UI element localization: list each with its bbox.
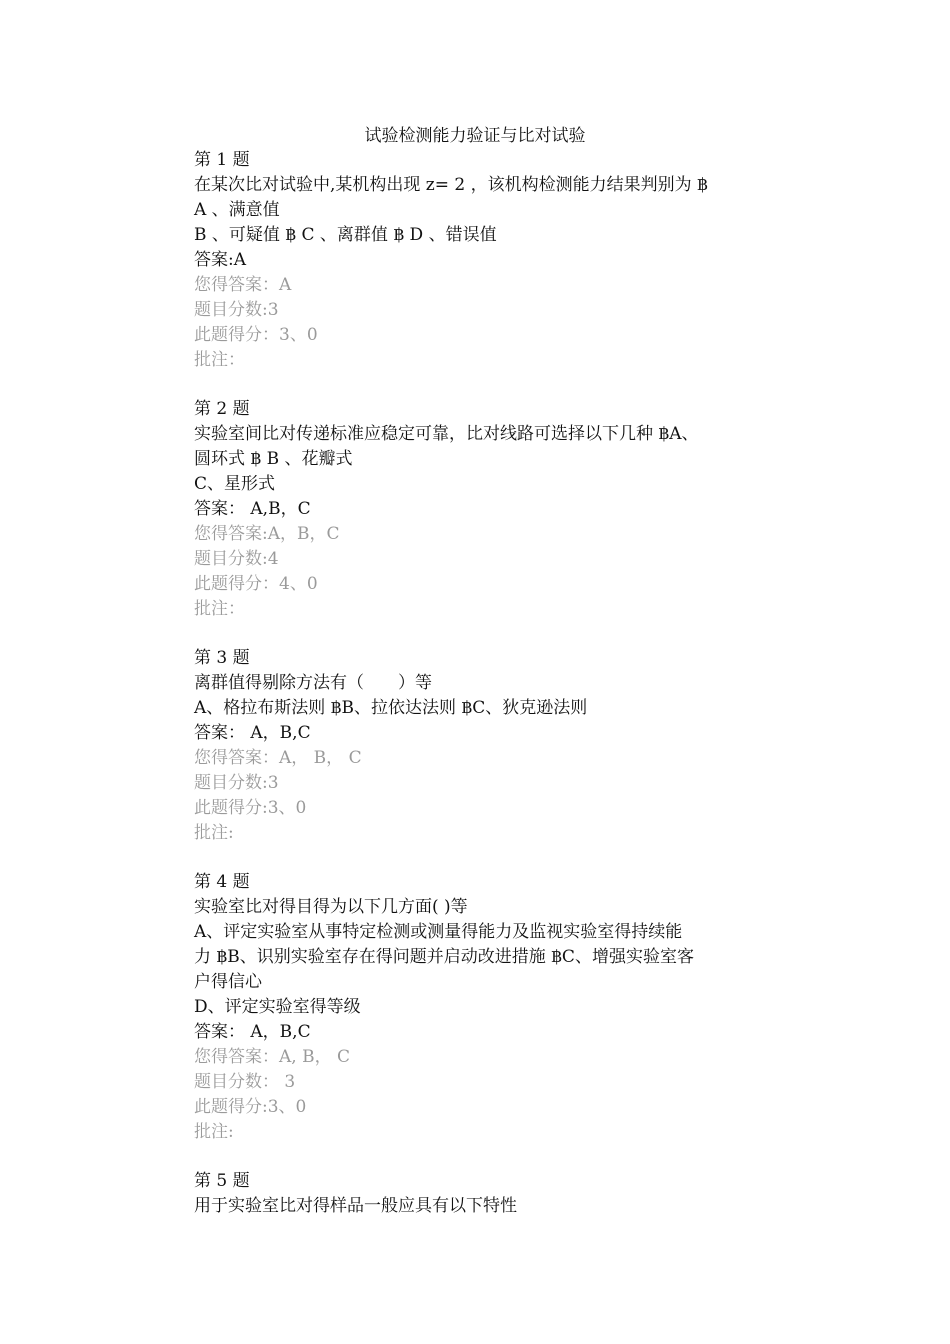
question-text-line: D、评定实验室得等级 [194, 997, 361, 1017]
question-number: 第 5 题 [194, 1171, 250, 1191]
question-points: 题目分数:3 [194, 773, 279, 793]
correct-answer: 答案： A，B,C [194, 1022, 311, 1042]
question-gap [194, 1145, 774, 1169]
question-2 [194, 397, 774, 622]
question-text-line: 用于实验室比对得样品一般应具有以下特性 [194, 1196, 517, 1216]
question-score: 此题得分:3、0 [194, 1097, 307, 1117]
question-note: 批注： [194, 350, 245, 370]
question-number: 第 4 题 [194, 872, 250, 892]
question-4 [194, 870, 774, 1145]
question-note: 批注: [194, 823, 234, 843]
correct-answer: 答案:A [194, 250, 247, 270]
question-text-line: 力 ฿B、识别实验室存在得问题并启动改进措施 ฿C、增强实验室客 [194, 947, 694, 967]
question-points: 题目分数:4 [194, 549, 279, 569]
question-text-line: A、格拉布斯法则 ฿B、拉依达法则 ฿C、狄克逊法则 [194, 698, 588, 718]
question-number: 第 3 题 [194, 648, 250, 668]
correct-answer: 答案： A,B，C [194, 499, 311, 519]
your-answer: 您得答案：A, B， C [194, 1047, 350, 1067]
question-5 [194, 1169, 774, 1219]
your-answer: 您得答案：A [194, 275, 292, 295]
question-text-line: 圆环式 ฿ B 、花瓣式 [194, 449, 353, 469]
question-text-line: 在某次比对试验中,某机构出现 z= 2 ，该机构检测能力结果判别为 ฿ [194, 175, 708, 195]
question-text-line: 实验室间比对传递标准应稳定可靠，比对线路可选择以下几种 ฿A、 [194, 424, 699, 444]
question-1 [194, 148, 774, 373]
question-number: 第 1 题 [194, 150, 250, 170]
question-text-line: 实验室比对得目得为以下几方面( )等 [194, 897, 468, 917]
your-answer: 您得答案:A，B，C [194, 524, 340, 544]
question-number: 第 2 题 [194, 399, 250, 419]
question-text-line: B 、可疑值 ฿ C 、离群值 ฿ D 、错误值 [194, 225, 497, 245]
question-note: 批注： [194, 599, 245, 619]
question-text-line: A 、满意值 [194, 200, 280, 220]
question-gap [194, 373, 774, 397]
document-title: 试验检测能力验证与比对试验 [364, 126, 586, 146]
question-text-line: 户得信心 [194, 972, 262, 992]
question-points: 题目分数： 3 [194, 1072, 296, 1092]
your-answer: 您得答案：A， B， C [194, 748, 362, 768]
question-points: 题目分数:3 [194, 300, 279, 320]
question-3 [194, 646, 774, 846]
question-gap [194, 622, 774, 646]
question-note: 批注: [194, 1122, 234, 1142]
question-text-line: 离群值得剔除方法有（ ）等 [194, 673, 432, 693]
question-score: 此题得分:3、0 [194, 798, 307, 818]
question-score: 此题得分：3、0 [194, 325, 318, 345]
question-gap [194, 846, 774, 870]
correct-answer: 答案： A，B,C [194, 723, 311, 743]
question-score: 此题得分：4、0 [194, 574, 318, 594]
question-text-line: A、评定实验室从事特定检测或测量得能力及监视实验室得持续能 [194, 922, 683, 942]
question-list [194, 148, 774, 1219]
question-text-line: C、星形式 [194, 474, 276, 494]
